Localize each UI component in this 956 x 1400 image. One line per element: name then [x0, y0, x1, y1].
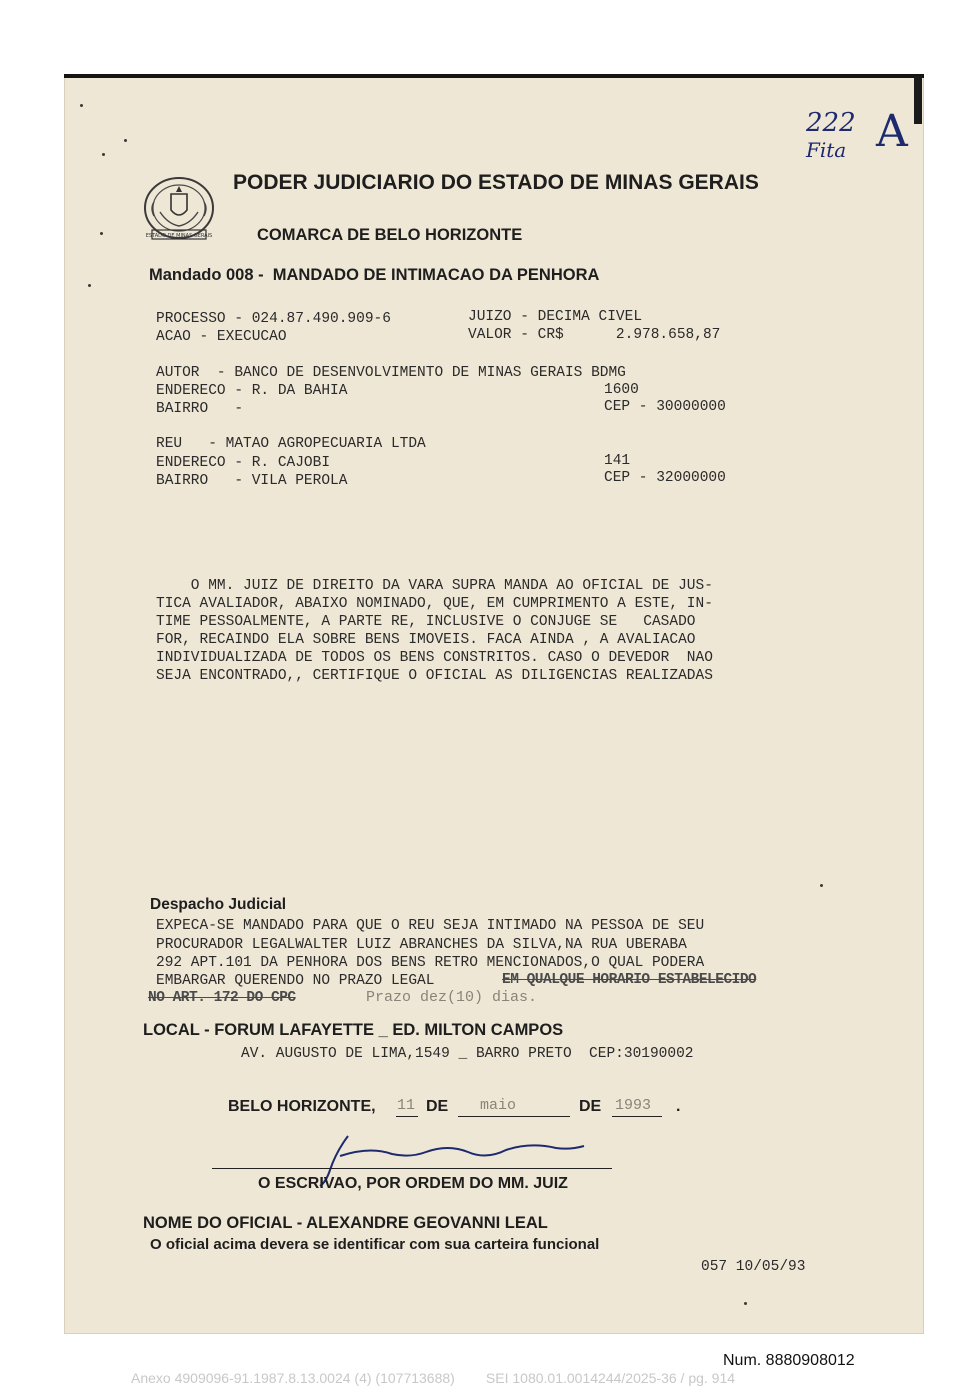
- reu-numero: 141: [604, 453, 631, 469]
- reu-cep: CEP - 32000000: [604, 470, 726, 486]
- month-underline: [458, 1116, 570, 1117]
- reu-bairro: BAIRRO - VILA PEROLA: [156, 473, 348, 489]
- autor-endereco: ENDERECO - R. DA BAHIA: [156, 383, 348, 399]
- scan-speck: [100, 232, 103, 235]
- autor-name: AUTOR - BANCO DE DESENVOLVIMENTO DE MINAS GERAIS BDMG: [156, 365, 626, 381]
- reu-endereco: ENDERECO - R. CAJOBI: [156, 455, 331, 471]
- scan-speck: [80, 104, 83, 107]
- valor-field: VALOR - CR$ 2.978.658,87: [468, 327, 721, 343]
- struck-text: EM QUALQUE HORARIO ESTABELECIDO: [502, 972, 757, 988]
- scan-speck: [102, 153, 105, 156]
- court-title: PODER JUDICIARIO DO ESTADO DE MINAS GERAIS: [233, 171, 759, 194]
- local-address: AV. AUGUSTO DE LIMA,1549 _ BARRO PRETO CEP:30190002: [241, 1046, 694, 1062]
- juizo-field: JUIZO - DECIMA CIVEL: [468, 309, 643, 325]
- local-title: LOCAL - FORUM LAFAYETTE _ ED. MILTON CAMPOS: [143, 1021, 564, 1039]
- footer-num: Num. 8880908012: [723, 1352, 855, 1369]
- handwritten-page-number: 222: [806, 108, 856, 138]
- body-line: SEJA ENCONTRADO,, CERTIFIQUE O OFICIAL AS DILIGENCIAS REALIZADAS: [156, 668, 713, 684]
- autor-bairro: BAIRRO -: [156, 401, 244, 417]
- body-line: TICA AVALIADOR, ABAIXO NOMINADO, QUE, EM CUMPRIMENTO A ESTE, IN-: [156, 596, 713, 612]
- mandado-title: Mandado 008 - MANDADO DE INTIMACAO DA PENHORA: [149, 266, 600, 284]
- document-code: 057 10/05/93: [701, 1259, 806, 1275]
- scan-right-edge: [914, 76, 922, 124]
- comarca-title: COMARCA DE BELO HORIZONTE: [257, 226, 523, 244]
- year-underline: [612, 1116, 662, 1117]
- body-line: INDIVIDUALIZADA DE TODOS OS BENS CONSTRITOS. CASO O DEVEDOR NAO: [156, 650, 713, 666]
- body-line: TIME PESSOALMENTE, A PARTE RE, INCLUSIVE O CONJUGE SE CASADO: [156, 614, 696, 630]
- date-de: DE: [579, 1098, 602, 1115]
- body-line: FOR, RECAINDO ELA SOBRE BENS IMOVEIS. FACA AINDA , A AVALIACAO: [156, 632, 696, 648]
- handwritten-letter: A: [876, 106, 908, 157]
- handwritten-fita: Fita: [806, 138, 847, 162]
- date-day: 11: [397, 1097, 416, 1114]
- date-year: 1993: [615, 1097, 652, 1114]
- body-line: O MM. JUIZ DE DIREITO DA VARA SUPRA MANDA AO OFICIAL DE JUS-: [156, 578, 713, 594]
- scan-speck: [124, 139, 127, 142]
- scan-speck: [744, 1302, 747, 1305]
- date-de: DE: [426, 1098, 449, 1115]
- scan-speck: [820, 884, 823, 887]
- struck-text: NO ART. 172 DO CPC: [148, 990, 296, 1006]
- seal-ribbon-text: ESTADO DE MINAS GERAIS: [145, 233, 213, 239]
- date-month: maio: [480, 1097, 517, 1114]
- oficial-note: O oficial acima devera se identificar com sua carteira funcional: [150, 1236, 600, 1253]
- date-prefix: BELO HORIZONTE,: [228, 1098, 376, 1115]
- date-end: .: [676, 1098, 681, 1115]
- despacho-line: 292 APT.101 DA PENHORA DOS BENS RETRO MENCIONADOS,O QUAL PODERA: [156, 955, 705, 971]
- footer-reference: Anexo 4909096-91.1987.8.13.0024 (4) (107713688) SEI 1080.01.0014244/2025-36 / pg. 914: [131, 1370, 736, 1386]
- prazo-stamp: Prazo dez(10) dias.: [366, 989, 538, 1006]
- despacho-line: EMBARGAR QUERENDO NO PRAZO LEGAL: [156, 973, 435, 989]
- despacho-line: PROCURADOR LEGALWALTER LUIZ ABRANCHES DA SILVA,NA RUA UBERABA: [156, 937, 687, 953]
- acao-field: ACAO - EXECUCAO: [156, 329, 287, 345]
- reu-name: REU - MATAO AGROPECUARIA LTDA: [156, 436, 426, 452]
- escrivao-caption: O ESCRIVAO, POR ORDEM DO MM. JUIZ: [258, 1175, 568, 1192]
- processo-number: PROCESSO - 024.87.490.909-6: [156, 311, 391, 327]
- day-underline: [396, 1116, 418, 1117]
- oficial-name: NOME DO OFICIAL - ALEXANDRE GEOVANNI LEAL: [143, 1214, 548, 1232]
- scan-speck: [88, 284, 91, 287]
- autor-numero: 1600: [604, 382, 639, 398]
- despacho-line: EXPECA-SE MANDADO PARA QUE O REU SEJA INTIMADO NA PESSOA DE SEU: [156, 918, 705, 934]
- autor-cep: CEP - 30000000: [604, 399, 726, 415]
- despacho-heading: Despacho Judicial: [150, 896, 287, 913]
- coat-of-arms-seal-icon: [138, 172, 220, 248]
- signature-line: [212, 1168, 612, 1169]
- scan-top-edge: [64, 74, 924, 78]
